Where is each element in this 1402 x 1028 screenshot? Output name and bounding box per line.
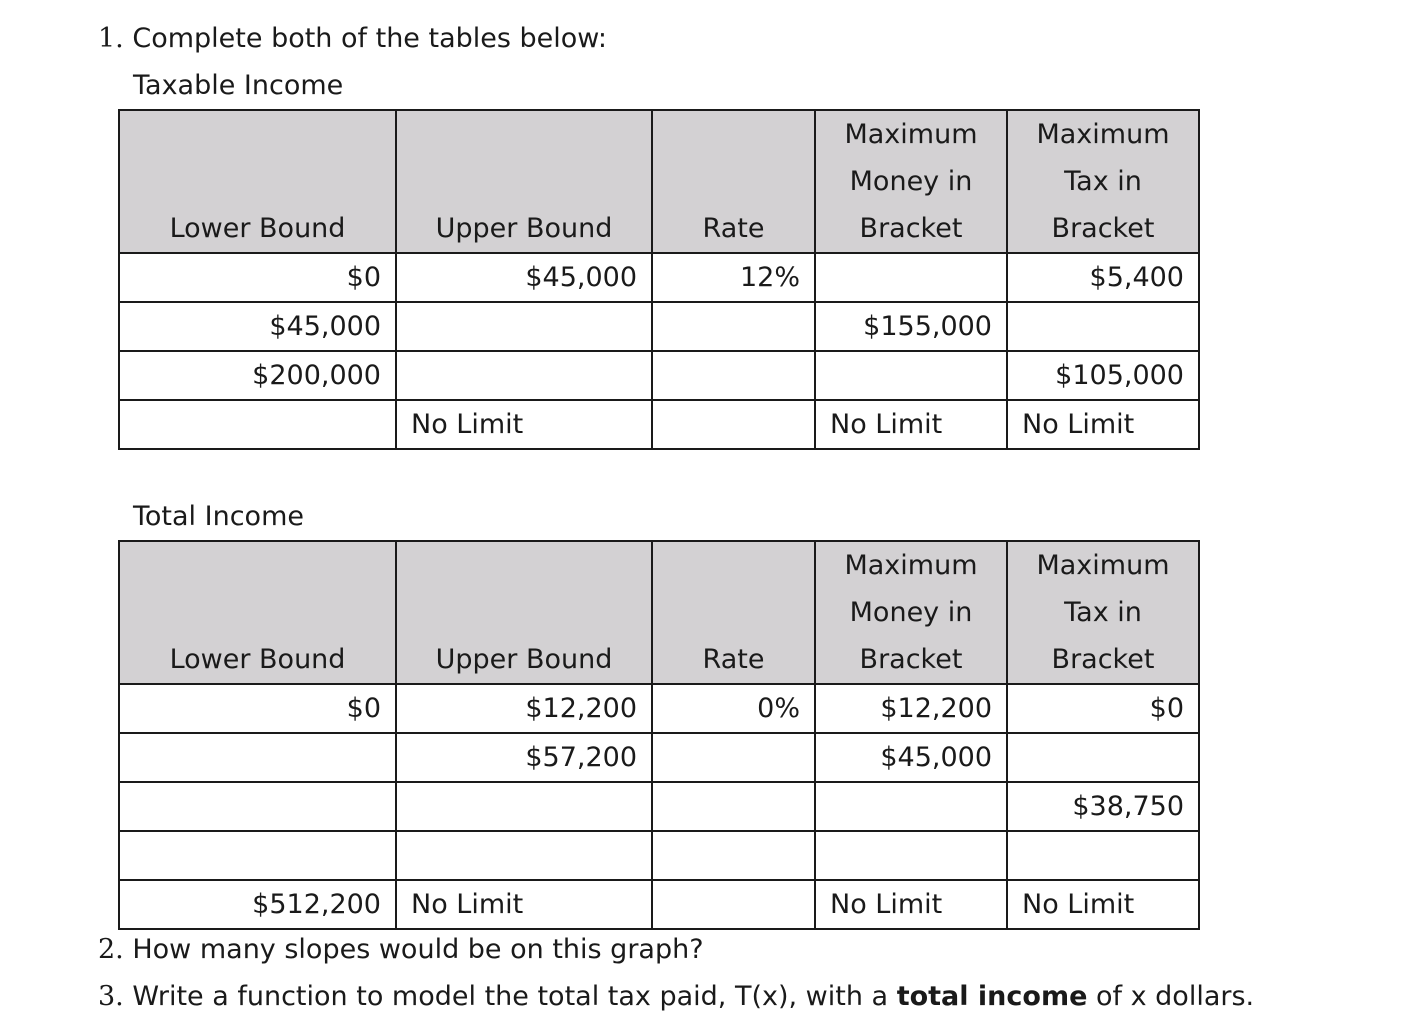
header-max-money: [815, 541, 1007, 684]
cell-lower: $512,200: [119, 880, 396, 929]
taxable-income-table: [118, 109, 1200, 450]
header-max-money-line-2: Money in: [849, 166, 973, 197]
cell-lower: $200,000: [119, 351, 396, 400]
cell-max-money: No Limit: [815, 400, 1007, 449]
cell-upper: [396, 831, 652, 880]
header-max-tax-line-2: Tax in: [1064, 597, 1142, 628]
table-header-row: [119, 541, 1199, 684]
cell-max-tax: No Limit: [1007, 400, 1199, 449]
cell-lower: [119, 733, 396, 782]
cell-max-money: $12,200: [815, 684, 1007, 733]
cell-max-tax: $105,000: [1007, 351, 1199, 400]
cell-rate: [652, 831, 815, 880]
cell-upper: $57,200: [396, 733, 652, 782]
cell-rate: [652, 351, 815, 400]
cell-upper: [396, 351, 652, 400]
cell-max-tax: [1007, 302, 1199, 351]
table-row: [119, 782, 1199, 831]
cell-max-money: No Limit: [815, 880, 1007, 929]
table-row: [119, 733, 1199, 782]
header-max-money-line-3: Bracket: [859, 213, 963, 244]
question-2-number: 2.: [98, 934, 124, 965]
question-1: [98, 22, 607, 56]
table-row: [119, 684, 1199, 733]
header-upper-bound: Upper Bound: [396, 541, 652, 684]
header-rate: Rate: [652, 110, 815, 253]
cell-max-tax: [1007, 733, 1199, 782]
header-rate: Rate: [652, 541, 815, 684]
cell-rate: [652, 733, 815, 782]
table-row: [119, 351, 1199, 400]
cell-upper: $12,200: [396, 684, 652, 733]
cell-rate: 12%: [652, 253, 815, 302]
total-income-title: Total Income: [133, 501, 304, 532]
cell-upper: [396, 302, 652, 351]
cell-rate: [652, 782, 815, 831]
table-row: [119, 831, 1199, 880]
header-max-tax-line-2: Tax in: [1064, 166, 1142, 197]
question-3: [98, 980, 1254, 1014]
header-lower-bound: Lower Bound: [119, 110, 396, 253]
question-3-number: 3.: [98, 981, 124, 1012]
header-max-tax-line-3: Bracket: [1051, 213, 1155, 244]
question-3-text-before: Write a function to model the total tax paid, T(x), with a: [132, 981, 889, 1012]
cell-upper: No Limit: [396, 400, 652, 449]
question-3-text-after: of x dollars.: [1096, 981, 1255, 1012]
cell-rate: [652, 302, 815, 351]
cell-max-tax: No Limit: [1007, 880, 1199, 929]
cell-lower: $0: [119, 684, 396, 733]
cell-max-money: [815, 351, 1007, 400]
cell-max-tax: $5,400: [1007, 253, 1199, 302]
cell-rate: [652, 880, 815, 929]
total-income-table: [118, 540, 1200, 930]
header-max-money: [815, 110, 1007, 253]
header-max-money-line-3: Bracket: [859, 644, 963, 675]
table-header-row: [119, 110, 1199, 253]
header-max-money-line-2: Money in: [849, 597, 973, 628]
cell-rate: [652, 400, 815, 449]
cell-upper: [396, 782, 652, 831]
header-max-money-line-1: Maximum: [844, 550, 978, 581]
cell-upper: $45,000: [396, 253, 652, 302]
table-row: [119, 302, 1199, 351]
cell-rate: 0%: [652, 684, 815, 733]
header-lower-bound: Lower Bound: [119, 541, 396, 684]
cell-max-money: [815, 831, 1007, 880]
cell-lower: [119, 400, 396, 449]
question-3-text-bold: total income: [896, 981, 1088, 1012]
cell-lower: $45,000: [119, 302, 396, 351]
question-2: [98, 933, 704, 967]
header-upper-bound: Upper Bound: [396, 110, 652, 253]
cell-max-tax: [1007, 831, 1199, 880]
table-row: [119, 400, 1199, 449]
header-max-tax: [1007, 110, 1199, 253]
cell-lower: [119, 782, 396, 831]
header-max-tax-line-1: Maximum: [1036, 119, 1170, 150]
cell-lower: [119, 831, 396, 880]
question-2-text: How many slopes would be on this graph?: [132, 934, 704, 965]
header-max-tax-line-1: Maximum: [1036, 550, 1170, 581]
cell-lower: $0: [119, 253, 396, 302]
cell-max-tax: $0: [1007, 684, 1199, 733]
cell-upper: No Limit: [396, 880, 652, 929]
cell-max-money: [815, 782, 1007, 831]
cell-max-money: $155,000: [815, 302, 1007, 351]
cell-max-tax: $38,750: [1007, 782, 1199, 831]
question-1-text: Complete both of the tables below:: [132, 23, 608, 54]
table-row: [119, 253, 1199, 302]
cell-max-money: [815, 253, 1007, 302]
taxable-income-title: Taxable Income: [133, 70, 344, 101]
question-1-number: 1.: [98, 23, 124, 54]
header-max-money-line-1: Maximum: [844, 119, 978, 150]
table-row: [119, 880, 1199, 929]
header-max-tax-line-3: Bracket: [1051, 644, 1155, 675]
header-max-tax: [1007, 541, 1199, 684]
cell-max-money: $45,000: [815, 733, 1007, 782]
